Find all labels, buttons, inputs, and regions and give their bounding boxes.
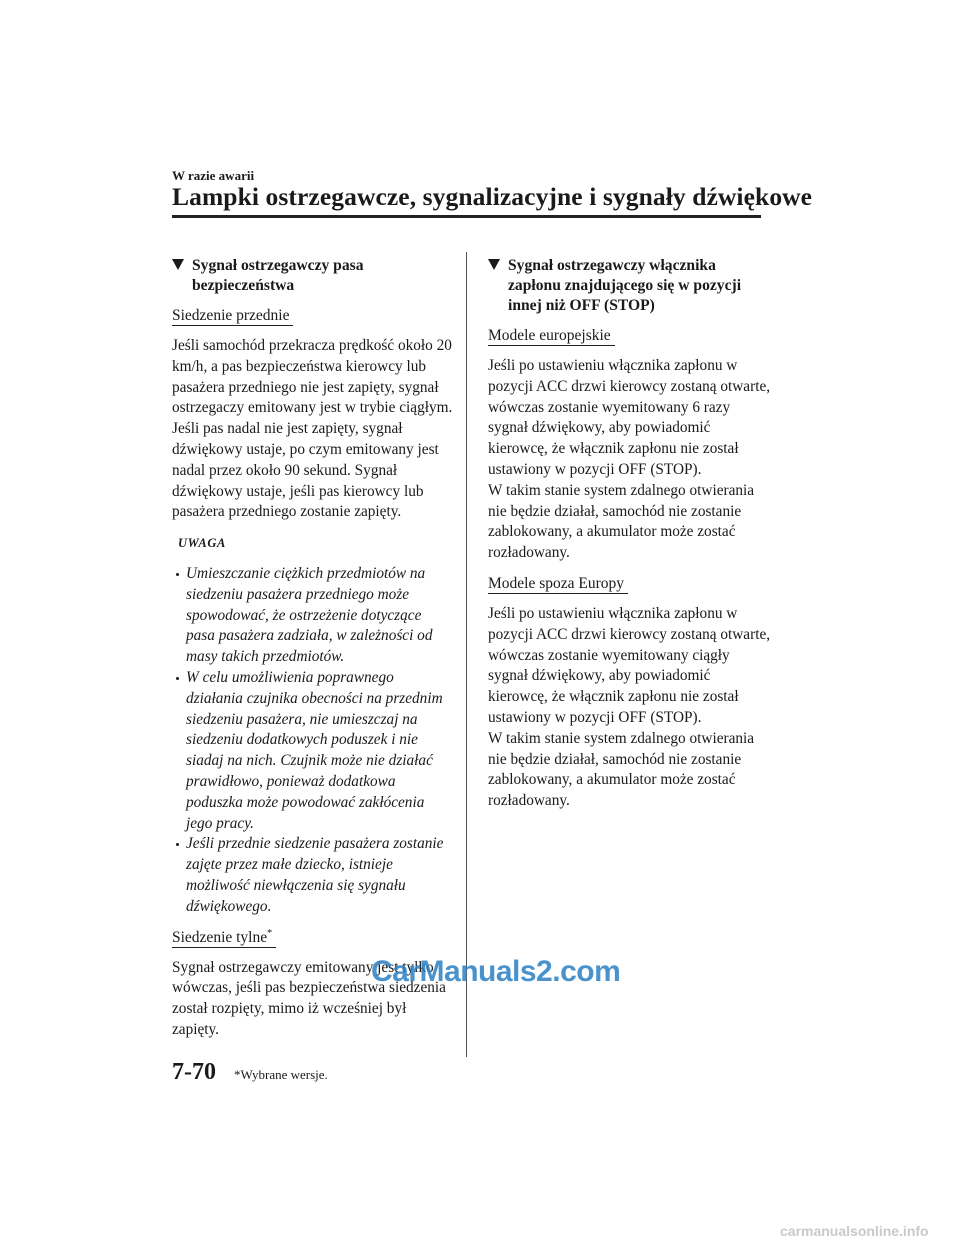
rear-seat-paragraph: Sygnał ostrzegawczy emitowany jest tylko wówczas, jeśli pas bezpieczeństwa siedzenia został rozpięty, mimo iż wcześniej był zapięty. xyxy=(172,958,446,1038)
european-models-paragraph: Jeśli po ustawieniu włącznika zapłonu w pozycji ACC drzwi kierowcy zostaną otwarte, wówczas zostanie wyemitowany 6 razy sygnał dźwiękowy, aby powiadomić kierowcę, że włącznik zapłonu nie został ustawiony w pozycji OFF (STOP). W takim stanie system zdalnego otwierania nie będzie działał, samochód nie zostanie zablokowany, a akumulator może zostać rozładowany. xyxy=(488,357,771,562)
list-item xyxy=(172,668,454,834)
bullet-icon xyxy=(176,573,179,576)
column-divider xyxy=(466,252,467,1057)
section-label: W razie awarii xyxy=(172,168,255,183)
note-list xyxy=(172,564,454,918)
front-seat-subheading: Siedzenie przednie xyxy=(172,306,293,326)
right-column xyxy=(488,256,772,822)
european-models-subheading: Modele europejskie xyxy=(488,326,615,346)
optional-mark: * xyxy=(267,927,273,939)
heading-text: Sygnał ostrzegawczy pasa bezpieczeństwa xyxy=(192,257,364,294)
heading-text: Sygnał ostrzegawczy włącznika zapłonu znajdującego się w pozycji innej niż OFF (STOP) xyxy=(508,257,742,314)
note-text: W celu umożliwienia poprawnego działania czujnika obecności na przednim siedzeniu pasażera, nie umieszczaj na siedzeniu dodatkowych poduszek i nie siadaj na nich. Czujnik może nie działać prawidłowo, ponieważ dodatkowa poduszka może powodować zakłócenia jego pracy. xyxy=(186,668,443,832)
note-text: Jeśli przednie siedzenie pasażera zostanie zajęte przez małe dziecko, istnieje możliwość niewłączenia się sygnału dźwiękowego. xyxy=(186,835,444,915)
list-item xyxy=(172,564,454,668)
footnote: *Wybrane wersje. xyxy=(234,1067,328,1082)
title-rule xyxy=(172,215,761,218)
watermark: CarManuals2.com xyxy=(371,955,621,988)
corner-watermark: carmanualsonline.info xyxy=(780,1223,929,1239)
left-column xyxy=(172,256,454,1051)
non-european-models-subheading: Modele spoza Europy xyxy=(488,574,628,594)
non-european-models-paragraph: Jeśli po ustawieniu włącznika zapłonu w pozycji ACC drzwi kierowcy zostaną otwarte, wówczas zostanie wyemitowany ciągły sygnał dźwiękowy, aby powiadomić kierowcę, że włącznik zapłonu nie został ustawiony w pozycji OFF (STOP). W takim stanie system zdalnego otwierania nie będzie działał, samochód nie zostanie zablokowany, a akumulator może zostać rozładowany. xyxy=(488,604,771,810)
bullet-icon xyxy=(176,677,179,680)
rear-seat-subheading-text: Siedzenie tylne xyxy=(172,928,268,946)
page-number: 7-70 xyxy=(172,1059,216,1085)
list-item xyxy=(172,834,454,917)
note-label: UWAGA xyxy=(178,536,226,551)
page-title: Lampki ostrzegawcze, sygnalizacyjne i sygnały dźwiękowe xyxy=(172,182,813,211)
note-text: Umieszczanie ciężkich przedmiotów na siedzeniu pasażera przedniego może spowodować, że ostrzeżenie dotyczące pasa pasażera zadziała, w zależności od masy takich przedmiotów. xyxy=(186,564,433,666)
rear-seat-subheading xyxy=(172,928,276,948)
bullet-icon xyxy=(176,843,179,846)
seatbelt-warning-heading xyxy=(172,256,454,296)
ignition-warning-heading xyxy=(488,256,772,316)
front-seat-paragraph: Jeśli samochód przekracza prędkość około 20 km/h, a pas bezpieczeństwa kierowcy lub pasażera przedniego nie jest zapięty, sygnał ostrzegaczy emitowany jest w trybie ciągłym. Jeśli pas nadal nie jest zapięty, sygnał dźwiękowy ustaje, po czym emitowany jest nadal przez około 90 sekund. Sygnał dźwiękowy ustaje, jeśli pas kierowcy lub pasażera przedniego zostanie zapięty. xyxy=(172,337,453,521)
triangle-down-icon xyxy=(488,259,500,270)
triangle-down-icon xyxy=(172,259,184,270)
